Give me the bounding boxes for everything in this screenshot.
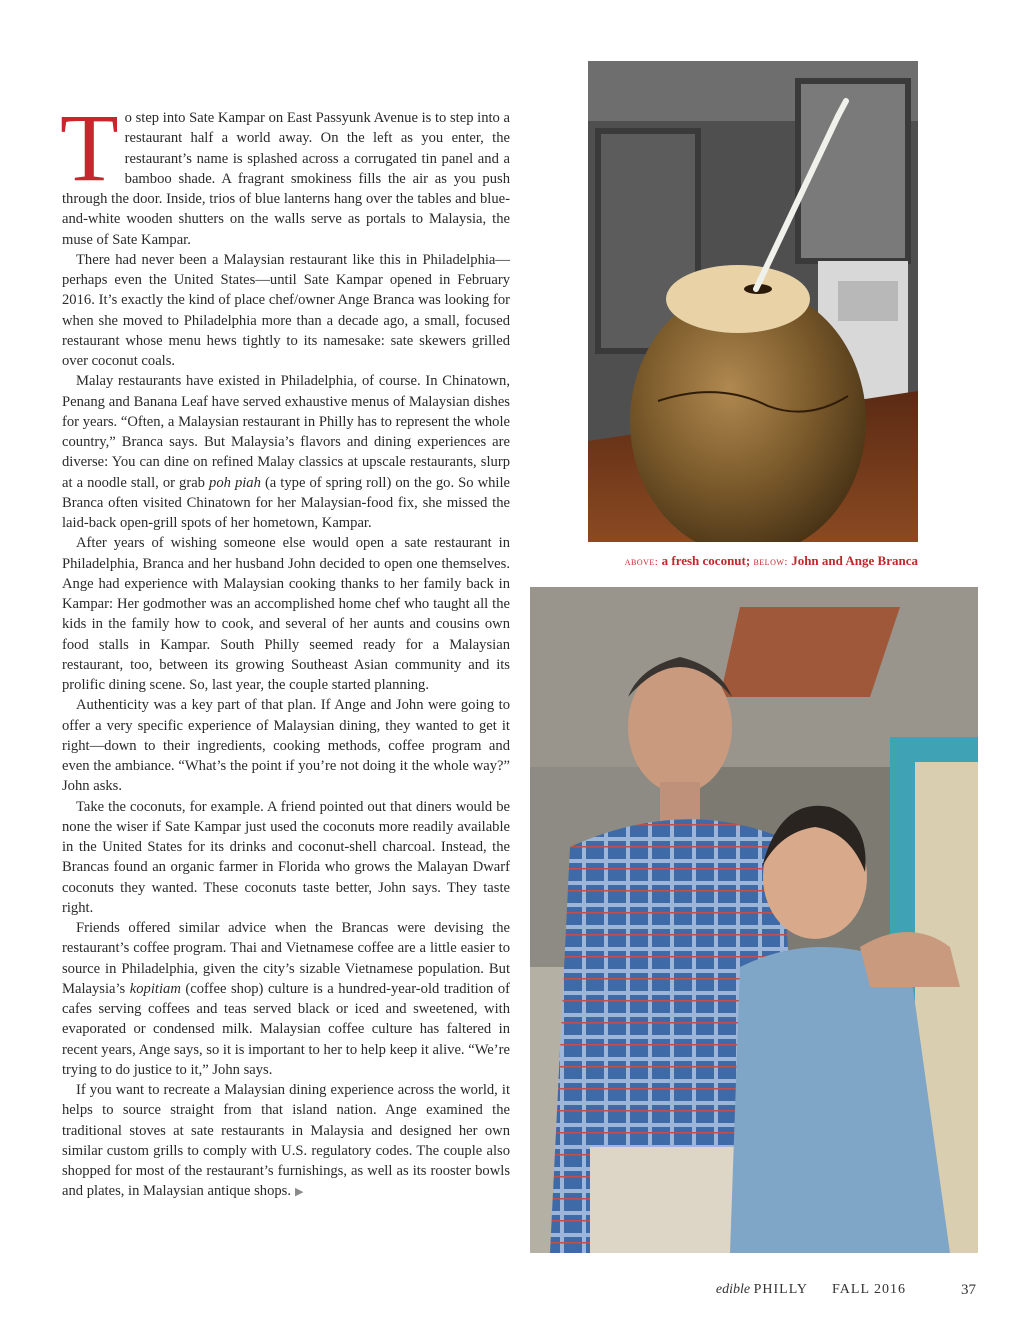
magazine-name <box>716 1282 808 1298</box>
drop-cap: T <box>60 94 119 201</box>
paragraph-1-text: o step into Sate Kampar on East Passyunk Avenue is to step into a restaurant half a world away. On the left as you enter, the restaurant’s name is splashed across a corrugated tin panel and a bamboo shade. A fragrant smokiness fills the air as you push through the door. Inside, trios of blue lanterns hang over the tables and blue-and-white wooden shutters on the walls serve as portals to Malaysia, the muse of Sate Kampar. <box>62 110 510 248</box>
page-number: 37 <box>961 1282 976 1298</box>
caption-below-text: John and Ange Branca <box>791 553 918 568</box>
paragraph-7-text-b: (coffee shop) culture is a hundred-year-old tradition of cafes serving coffees and teas served black or iced and sweetened, with evaporated or condensed milk. Malaysian coffee culture has faltered in recent years, Ange says, so it is important to her to help keep it alive. “We’re trying to do justice to it,” John says. <box>62 980 510 1078</box>
caption-below-label: below: <box>753 556 788 568</box>
issue-label: FALL 2016 <box>832 1282 906 1297</box>
italic-term-poh-piah: poh piah <box>209 474 261 491</box>
paragraph-2: There had never been a Malaysian restaurant like this in Philadelphia—perhaps even the United States—until Sate Kampar opened in February 2016. It’s exactly the kind of place chef/owner Ange Branca was looking for when she moved to Philadelphia more than a decade ago, a small, focused restaurant whose menu hews tightly to its namesake: sate skewers grilled over coconut coals. <box>62 251 510 369</box>
paragraph-1 <box>60 94 510 250</box>
paragraph-8 <box>62 1080 510 1203</box>
coconut-photo <box>588 61 918 542</box>
paragraph-3-text-b: (a type of spring roll) on the go. So while Branca often visited Chinatown for her Malaysian-food fix, she missed the laid-back open-grill spots of her hometown, Kampar. <box>62 474 510 531</box>
page-footer <box>640 1282 980 1304</box>
paragraph-7 <box>62 918 510 1080</box>
photo-caption <box>588 553 918 569</box>
paragraph-4: After years of wishing someone else would open a sate restaurant in Philadelphia, Branca and her husband John decided to open one themselves. Ange had experience with Malaysian cooking thanks to her family back in Kampar: Her godmother was an accomplished home chef who taught all the kids in the family how to cook, and several of her aunts and cousins own food stalls in Kampar. South Philly seemed ready for a Malaysian restaurant, too, between its growing Southeast Asian community and its prolific dining scene. So, last year, the couple started planning. <box>62 535 510 693</box>
caption-above-text: a fresh coconut; <box>661 553 751 568</box>
paragraph-5: Authenticity was a key part of that plan. If Ange and John were going to offer a very specific experience of Malaysian dining, they wanted to get it right—down to their ingredients, cooking methods, coffee program and even the ambiance. “What’s the point if you’re not doing it the whole way?” John asks. <box>62 697 510 795</box>
paragraph-3 <box>62 371 510 533</box>
paragraph-8-text: If you want to recreate a Malaysian dining experience across the world, it helps to source straight from that island nation. Ange examined the traditional stoves at sate restaurants in Malaysia and designed her own similar custom grills to comply with U.S. regulatory codes. The couple also shopped for most of the restaurant’s furnishings, as well as its rooster bowls and plates, in Malaysian antique shops. <box>62 1082 510 1200</box>
magazine-name-upright: PHILLY <box>753 1282 808 1297</box>
owners-photo <box>530 587 978 1253</box>
italic-term-kopitiam: kopitiam <box>129 980 181 997</box>
paragraph-3-text-a: Malay restaurants have existed in Philadelphia, of course. In Chinatown, Penang and Banana Leaf have served exhaustive menus of Malaysian dishes for years. “Often, a Malaysian restaurant in Philly has to represent the whole country,” Branca says. But Malaysia’s flavors and dining experiences are diverse: You can dine on refined Malay classics at upscale restaurants, slurp at a noodle stall, or grab <box>62 373 510 491</box>
paragraph-6: Take the coconuts, for example. A friend pointed out that diners would be none the wiser if Sate Kampar just used the coconuts more readily available in the United States for its drinks and coconut-shell charcoal. Instead, the Brancas found an organic farmer in Florida who grows the Malayan Dwarf coconuts they wanted. These coconuts taste better, John says. They taste right. <box>62 798 510 916</box>
paragraph-7-text-a: Friends offered similar advice when the Brancas were devising the restaurant’s coffee program. Thai and Vietnamese coffee are a little easier to source in Philadelphia, given the city’s sizable Vietnamese population. But Malaysia’s <box>62 920 510 997</box>
article-body <box>60 94 510 1203</box>
caption-above-label: above: <box>624 556 659 568</box>
magazine-name-italic: edible <box>715 1282 751 1297</box>
end-mark-icon: ▶ <box>295 1186 304 1199</box>
